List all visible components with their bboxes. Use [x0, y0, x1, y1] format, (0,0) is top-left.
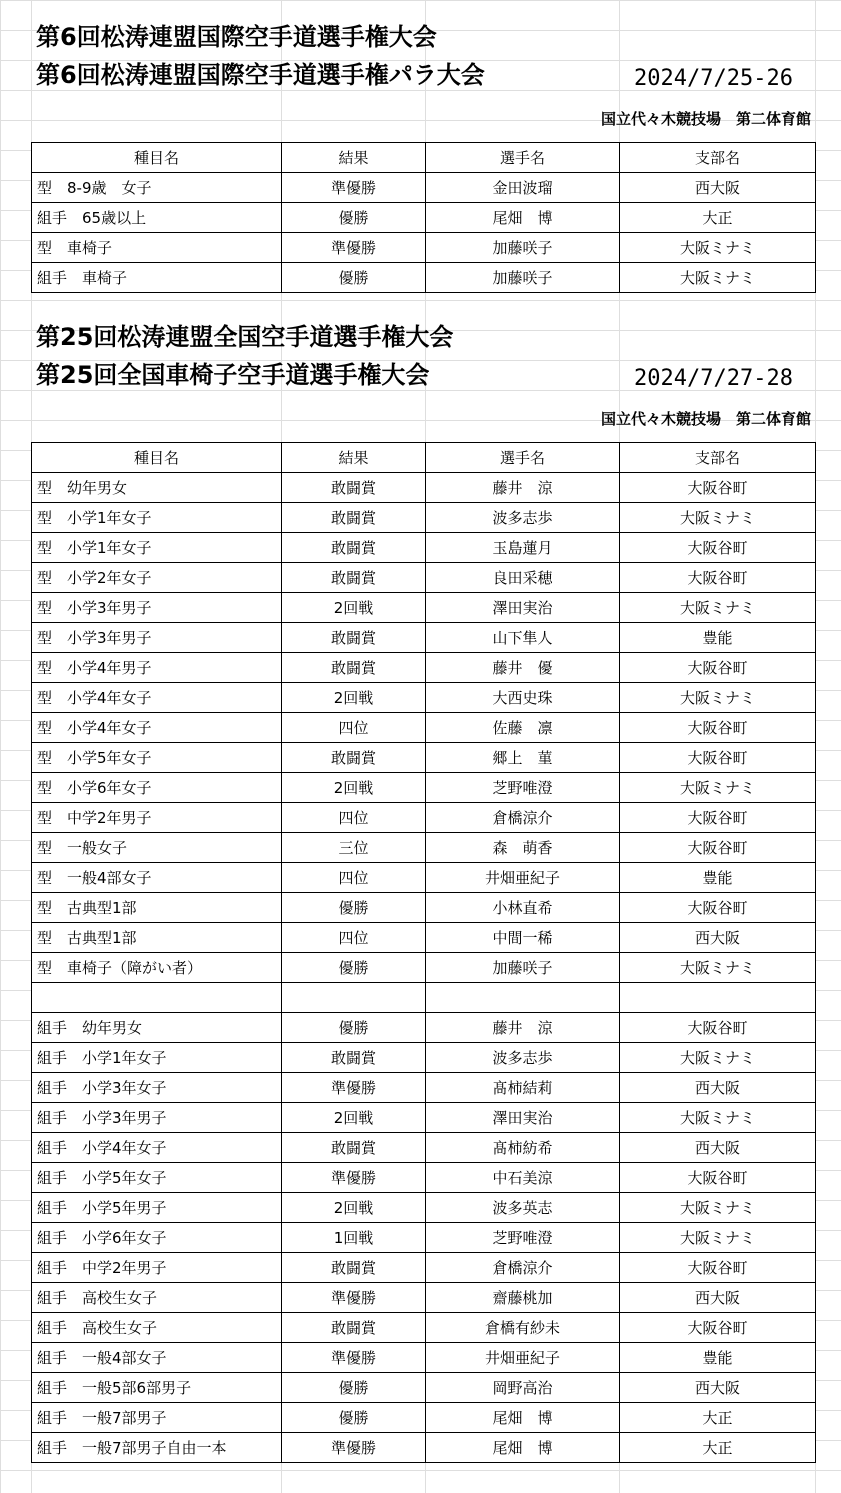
- event-cell: 型 車椅子（障がい者）: [32, 953, 282, 983]
- athlete-cell: 尾畑 博: [426, 1403, 620, 1433]
- branch-cell: [620, 983, 816, 1013]
- branch-cell: 大阪ミナミ: [620, 773, 816, 803]
- result-cell: 準優勝: [282, 233, 426, 263]
- result-cell: 敢闘賞: [282, 473, 426, 503]
- branch-cell: 豊能: [620, 623, 816, 653]
- athlete-cell: 山下隼人: [426, 623, 620, 653]
- table-row: [32, 533, 816, 563]
- branch-cell: 大阪ミナミ: [620, 1043, 816, 1073]
- result-cell: 敢闘賞: [282, 743, 426, 773]
- branch-cell: 西大阪: [620, 1073, 816, 1103]
- event-cell: 型 小学1年女子: [32, 533, 282, 563]
- table-row: [32, 563, 816, 593]
- event-cell: 型 小学3年男子: [32, 593, 282, 623]
- event-cell: 組手 幼年男女: [32, 1013, 282, 1043]
- result-cell: 敢闘賞: [282, 563, 426, 593]
- result-cell: 優勝: [282, 1373, 426, 1403]
- athlete-cell: 加藤咲子: [426, 953, 620, 983]
- table-row: [32, 1043, 816, 1073]
- header-branch: 支部名: [620, 143, 816, 173]
- branch-cell: 大阪ミナミ: [620, 683, 816, 713]
- event-cell: 組手 小学4年女子: [32, 1133, 282, 1163]
- table-row: [32, 1193, 816, 1223]
- event-cell: 組手 小学5年男子: [32, 1193, 282, 1223]
- event-cell: 型 小学6年女子: [32, 773, 282, 803]
- table-header-row: [32, 443, 816, 473]
- branch-cell: 大阪ミナミ: [620, 1193, 816, 1223]
- section2-table-body: [32, 473, 816, 1463]
- branch-cell: 大阪谷町: [620, 803, 816, 833]
- result-cell: 準優勝: [282, 1163, 426, 1193]
- athlete-cell: 澤田実治: [426, 593, 620, 623]
- table-row: [32, 233, 816, 263]
- result-cell: 敢闘賞: [282, 533, 426, 563]
- header-result: 結果: [282, 143, 426, 173]
- athlete-cell: 井畑亜紀子: [426, 863, 620, 893]
- result-cell: 優勝: [282, 263, 426, 293]
- result-cell: 敢闘賞: [282, 1043, 426, 1073]
- section1-venue: 国立代々木競技場 第二体育館: [600, 110, 811, 128]
- result-cell: 1回戦: [282, 1223, 426, 1253]
- header-branch: 支部名: [620, 443, 816, 473]
- athlete-cell: 髙柿紡希: [426, 1133, 620, 1163]
- event-cell: 型 小学5年女子: [32, 743, 282, 773]
- athlete-cell: 芝野唯澄: [426, 1223, 620, 1253]
- event-cell: 組手 小学3年女子: [32, 1073, 282, 1103]
- event-cell: 型 小学2年女子: [32, 563, 282, 593]
- branch-cell: 大阪谷町: [620, 1163, 816, 1193]
- result-cell: 敢闘賞: [282, 1133, 426, 1163]
- branch-cell: 大阪谷町: [620, 653, 816, 683]
- section2-venue: 国立代々木競技場 第二体育館: [600, 410, 811, 428]
- table-row: [32, 683, 816, 713]
- event-cell: 型 古典型1部: [32, 923, 282, 953]
- section2-title-line1: 第25回松涛連盟全国空手道選手権大会: [36, 323, 454, 351]
- result-cell: 2回戦: [282, 683, 426, 713]
- branch-cell: 大阪谷町: [620, 1013, 816, 1043]
- branch-cell: 大阪谷町: [620, 1253, 816, 1283]
- branch-cell: 大阪ミナミ: [620, 1223, 816, 1253]
- result-cell: 敢闘賞: [282, 1253, 426, 1283]
- table-row: [32, 173, 816, 203]
- branch-cell: 西大阪: [620, 173, 816, 203]
- branch-cell: 大正: [620, 1403, 816, 1433]
- table-row: [32, 593, 816, 623]
- branch-cell: 大阪谷町: [620, 563, 816, 593]
- result-cell: 準優勝: [282, 1343, 426, 1373]
- branch-cell: 西大阪: [620, 1283, 816, 1313]
- athlete-cell: 波多志歩: [426, 503, 620, 533]
- result-cell: 四位: [282, 713, 426, 743]
- table-row: [32, 1283, 816, 1313]
- table-row: [32, 983, 816, 1013]
- athlete-cell: 良田采穂: [426, 563, 620, 593]
- result-cell: 四位: [282, 923, 426, 953]
- header-athlete: 選手名: [426, 143, 620, 173]
- branch-cell: 大阪谷町: [620, 713, 816, 743]
- result-cell: 優勝: [282, 1013, 426, 1043]
- event-cell: 型 8-9歳 女子: [32, 173, 282, 203]
- branch-cell: 西大阪: [620, 1373, 816, 1403]
- event-cell: [32, 983, 282, 1013]
- branch-cell: 大阪ミナミ: [620, 953, 816, 983]
- section1-date: 2024/7/25-26: [634, 66, 793, 91]
- result-cell: 敢闘賞: [282, 623, 426, 653]
- result-cell: 準優勝: [282, 1283, 426, 1313]
- athlete-cell: 倉橋涼介: [426, 1253, 620, 1283]
- result-cell: 2回戦: [282, 773, 426, 803]
- event-cell: 組手 一般4部女子: [32, 1343, 282, 1373]
- branch-cell: 西大阪: [620, 923, 816, 953]
- event-cell: 組手 中学2年男子: [32, 1253, 282, 1283]
- athlete-cell: 中石美涼: [426, 1163, 620, 1193]
- table-row: [32, 1073, 816, 1103]
- athlete-cell: 小林直希: [426, 893, 620, 923]
- table-row: [32, 1223, 816, 1253]
- result-cell: 優勝: [282, 203, 426, 233]
- event-cell: 型 中学2年男子: [32, 803, 282, 833]
- table-row: [32, 1163, 816, 1193]
- branch-cell: 豊能: [620, 863, 816, 893]
- branch-cell: 大阪谷町: [620, 833, 816, 863]
- table-row: [32, 623, 816, 653]
- athlete-cell: [426, 983, 620, 1013]
- event-cell: 型 一般4部女子: [32, 863, 282, 893]
- table-row: [32, 473, 816, 503]
- event-cell: 型 小学4年女子: [32, 713, 282, 743]
- table-row: [32, 203, 816, 233]
- table-row: [32, 1133, 816, 1163]
- event-cell: 組手 小学6年女子: [32, 1223, 282, 1253]
- athlete-cell: 波多英志: [426, 1193, 620, 1223]
- table-row: [32, 1403, 816, 1433]
- branch-cell: 大阪谷町: [620, 743, 816, 773]
- event-cell: 組手 一般5部6部男子: [32, 1373, 282, 1403]
- athlete-cell: 齋藤桃加: [426, 1283, 620, 1313]
- athlete-cell: 玉島蓮月: [426, 533, 620, 563]
- event-cell: 組手 一般7部男子: [32, 1403, 282, 1433]
- branch-cell: 大阪谷町: [620, 533, 816, 563]
- athlete-cell: 郷上 菫: [426, 743, 620, 773]
- result-cell: 敢闘賞: [282, 1313, 426, 1343]
- branch-cell: 大阪ミナミ: [620, 263, 816, 293]
- table-row: [32, 1373, 816, 1403]
- table-row: [32, 263, 816, 293]
- event-cell: 組手 小学5年女子: [32, 1163, 282, 1193]
- result-cell: 準優勝: [282, 1073, 426, 1103]
- table-row: [32, 1313, 816, 1343]
- event-cell: 組手 小学1年女子: [32, 1043, 282, 1073]
- athlete-cell: 岡野高治: [426, 1373, 620, 1403]
- table-row: [32, 503, 816, 533]
- athlete-cell: 井畑亜紀子: [426, 1343, 620, 1373]
- table-row: [32, 1013, 816, 1043]
- section2-date: 2024/7/27-28: [634, 366, 793, 391]
- result-cell: 優勝: [282, 953, 426, 983]
- result-cell: 2回戦: [282, 1193, 426, 1223]
- event-cell: 組手 一般7部男子自由一本: [32, 1433, 282, 1463]
- athlete-cell: 藤井 涼: [426, 473, 620, 503]
- result-cell: 優勝: [282, 1403, 426, 1433]
- result-cell: 四位: [282, 863, 426, 893]
- event-cell: 型 小学4年男子: [32, 653, 282, 683]
- event-cell: 型 小学1年女子: [32, 503, 282, 533]
- athlete-cell: 尾畑 博: [426, 1433, 620, 1463]
- athlete-cell: 金田波瑠: [426, 173, 620, 203]
- section1-table-body: [32, 173, 816, 293]
- section1-results-table: [31, 142, 816, 293]
- branch-cell: 大阪谷町: [620, 893, 816, 923]
- header-athlete: 選手名: [426, 443, 620, 473]
- event-cell: 組手 車椅子: [32, 263, 282, 293]
- athlete-cell: 尾畑 博: [426, 203, 620, 233]
- result-cell: [282, 983, 426, 1013]
- table-row: [32, 923, 816, 953]
- athlete-cell: 加藤咲子: [426, 233, 620, 263]
- branch-cell: 大阪谷町: [620, 1313, 816, 1343]
- result-cell: 三位: [282, 833, 426, 863]
- branch-cell: 大阪ミナミ: [620, 593, 816, 623]
- athlete-cell: 加藤咲子: [426, 263, 620, 293]
- result-cell: 敢闘賞: [282, 503, 426, 533]
- athlete-cell: 倉橋有紗未: [426, 1313, 620, 1343]
- section1-title-line2: 第6回松涛連盟国際空手道選手権パラ大会: [36, 61, 485, 89]
- event-cell: 組手 高校生女子: [32, 1283, 282, 1313]
- table-row: [32, 1253, 816, 1283]
- branch-cell: 西大阪: [620, 1133, 816, 1163]
- table-row: [32, 833, 816, 863]
- branch-cell: 大正: [620, 203, 816, 233]
- athlete-cell: 大西史珠: [426, 683, 620, 713]
- event-cell: 型 車椅子: [32, 233, 282, 263]
- table-row: [32, 653, 816, 683]
- header-event: 種目名: [32, 143, 282, 173]
- event-cell: 組手 65歳以上: [32, 203, 282, 233]
- result-cell: 四位: [282, 803, 426, 833]
- result-cell: 2回戦: [282, 593, 426, 623]
- event-cell: 型 一般女子: [32, 833, 282, 863]
- event-cell: 型 小学4年女子: [32, 683, 282, 713]
- table-row: [32, 743, 816, 773]
- result-cell: 準優勝: [282, 173, 426, 203]
- athlete-cell: 森 萌香: [426, 833, 620, 863]
- table-row: [32, 893, 816, 923]
- section2-results-table: [31, 442, 816, 1463]
- header-result: 結果: [282, 443, 426, 473]
- athlete-cell: 芝野唯澄: [426, 773, 620, 803]
- table-row: [32, 803, 816, 833]
- athlete-cell: 佐藤 凛: [426, 713, 620, 743]
- event-cell: 型 古典型1部: [32, 893, 282, 923]
- athlete-cell: 澤田実治: [426, 1103, 620, 1133]
- section1-title-line1: 第6回松涛連盟国際空手道選手権大会: [36, 23, 437, 51]
- table-row: [32, 1343, 816, 1373]
- table-row: [32, 863, 816, 893]
- event-cell: 型 小学3年男子: [32, 623, 282, 653]
- athlete-cell: 藤井 優: [426, 653, 620, 683]
- branch-cell: 大阪谷町: [620, 473, 816, 503]
- branch-cell: 大阪ミナミ: [620, 233, 816, 263]
- event-cell: 組手 小学3年男子: [32, 1103, 282, 1133]
- result-cell: 準優勝: [282, 1433, 426, 1463]
- athlete-cell: 中間一稀: [426, 923, 620, 953]
- athlete-cell: 髙柿結莉: [426, 1073, 620, 1103]
- table-header-row: [32, 143, 816, 173]
- table-row: [32, 1103, 816, 1133]
- table-row: [32, 773, 816, 803]
- table-row: [32, 713, 816, 743]
- athlete-cell: 倉橋涼介: [426, 803, 620, 833]
- branch-cell: 大阪ミナミ: [620, 503, 816, 533]
- athlete-cell: 波多志歩: [426, 1043, 620, 1073]
- table-row: [32, 953, 816, 983]
- table-row: [32, 1433, 816, 1463]
- result-cell: 敢闘賞: [282, 653, 426, 683]
- section2-title-line2: 第25回全国車椅子空手道選手権大会: [36, 361, 430, 389]
- branch-cell: 豊能: [620, 1343, 816, 1373]
- event-cell: 型 幼年男女: [32, 473, 282, 503]
- athlete-cell: 藤井 涼: [426, 1013, 620, 1043]
- branch-cell: 大阪ミナミ: [620, 1103, 816, 1133]
- event-cell: 組手 高校生女子: [32, 1313, 282, 1343]
- result-cell: 優勝: [282, 893, 426, 923]
- branch-cell: 大正: [620, 1433, 816, 1463]
- result-cell: 2回戦: [282, 1103, 426, 1133]
- header-event: 種目名: [32, 443, 282, 473]
